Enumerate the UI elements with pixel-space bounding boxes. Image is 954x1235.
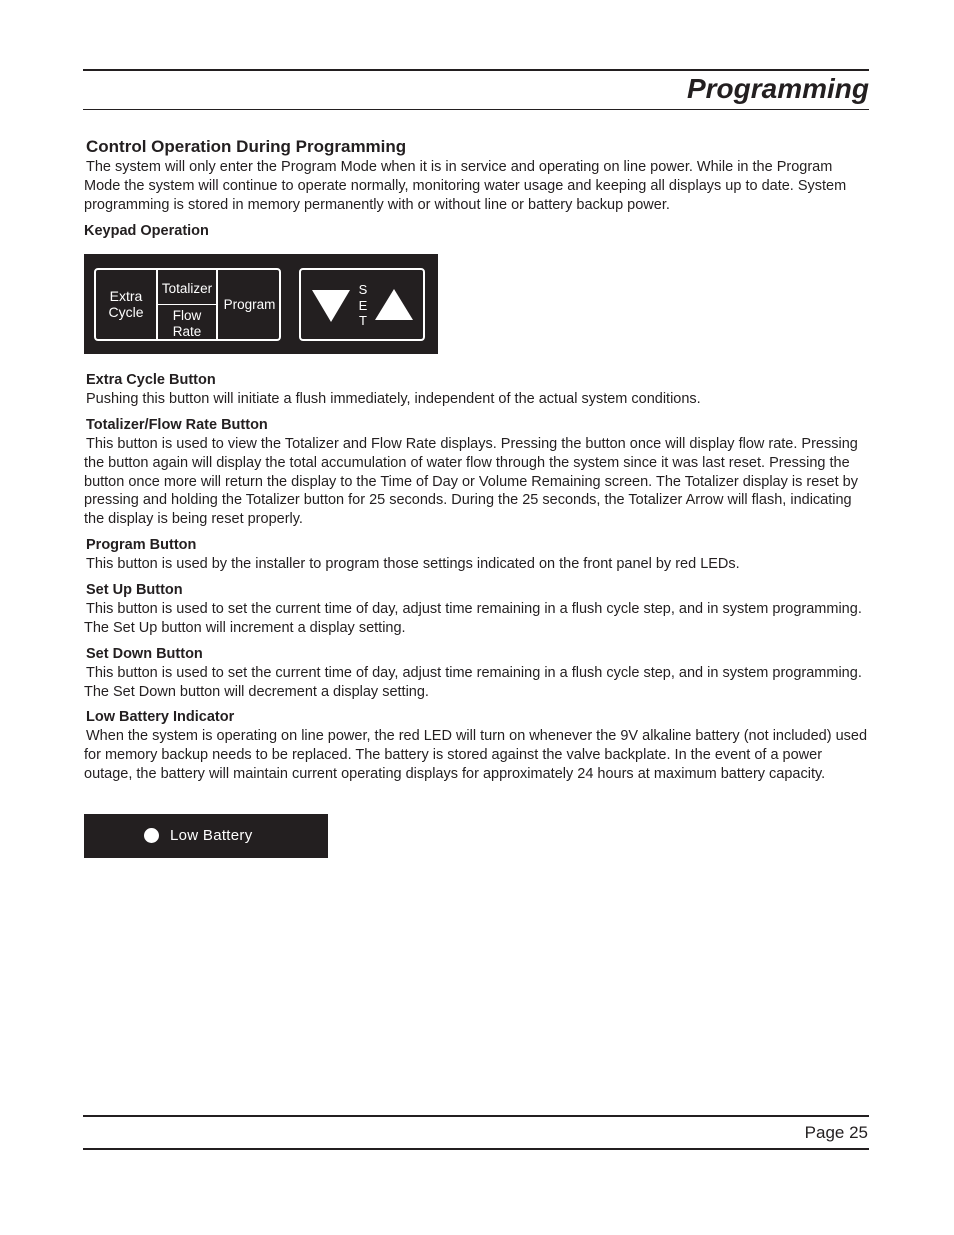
set-up-icon[interactable] [375,289,413,320]
set-down-heading: Set Down Button [86,646,203,662]
keypad-divider [158,304,216,305]
program-text: This button is used by the installer to program those settings indicated on the front panel by red LEDs. [86,556,740,572]
set-down-icon[interactable] [312,290,350,322]
program-heading: Program Button [86,537,197,553]
page-title: Programming [686,73,869,104]
keypad-panel [84,254,438,354]
low-battery-heading: Low Battery Indicator [86,709,235,725]
program-key[interactable]: Program [223,297,276,312]
keypad-left-group [94,268,281,341]
set-up-heading: Set Up Button [86,582,183,598]
totalizer-key[interactable]: Totalizer [161,281,213,296]
footer-top-rule [83,1115,869,1117]
section-heading: Control Operation During Programming [86,137,407,156]
page-number: Page 25 [804,1123,868,1142]
extra-cycle-heading: Extra Cycle Button [86,372,216,388]
extra-cycle-key[interactable]: Extra Cycle [108,288,144,320]
low-battery-text: When the system is operating on line power, the red LED will turn on whenever the 9V alkaline battery (not included) used for memory backup needs to be replaced. The battery is stored against the valve backplate. In the event of a power outage, the battery will maintain current operating displays for approximately 24 hours at maximum battery capacity. [84,728,868,782]
keypad-heading: Keypad Operation [84,223,209,239]
set-label: S E T [358,282,368,328]
keypad-set-group [299,268,425,341]
set-down-text: This button is used to set the current time of day, adjust time remaining in a flush cycle step, and in system programming. The Set Down button will decrement a display setting. [84,665,862,700]
extra-cycle-text: Pushing this button will initiate a flush immediately, independent of the actual system conditions. [86,391,701,407]
flow-rate-key[interactable]: Flow Rate [172,308,202,339]
set-up-text: This button is used to set the current time of day, adjust time remaining in a flush cycle step, and in system programming. The Set Up button will increment a display setting. [84,601,862,636]
led-indicator-icon [144,828,159,843]
header-bottom-rule [83,109,869,110]
low-battery-panel [84,814,328,858]
header-top-rule [83,69,869,71]
footer-bottom-rule [83,1148,869,1150]
low-battery-label: Low Battery [170,827,253,844]
totalizer-text: This button is used to view the Totalizer and Flow Rate displays. Pressing the button once will display flow rate. Pressing the button again will display the total accumulation of water flow through the system since it was last reset. Pressing the button once more will return the display to the Time of Day or Volume Remaining screen. The Totalizer display is reset by pressing and holding the Totalizer button for 25 seconds. During the 25 seconds, the Totalizer Arrow will flash, indicating the display is being reset properly. [84,436,858,528]
intro-paragraph: The system will only enter the Program Mode when it is in service and operating on line power. While in the Program Mode the system will continue to operate normally, monitoring water usage and keeping all displays up to date. System programming is stored in memory permanently with or without line or battery backup power. [84,159,847,213]
totalizer-heading: Totalizer/Flow Rate Button [86,417,268,433]
